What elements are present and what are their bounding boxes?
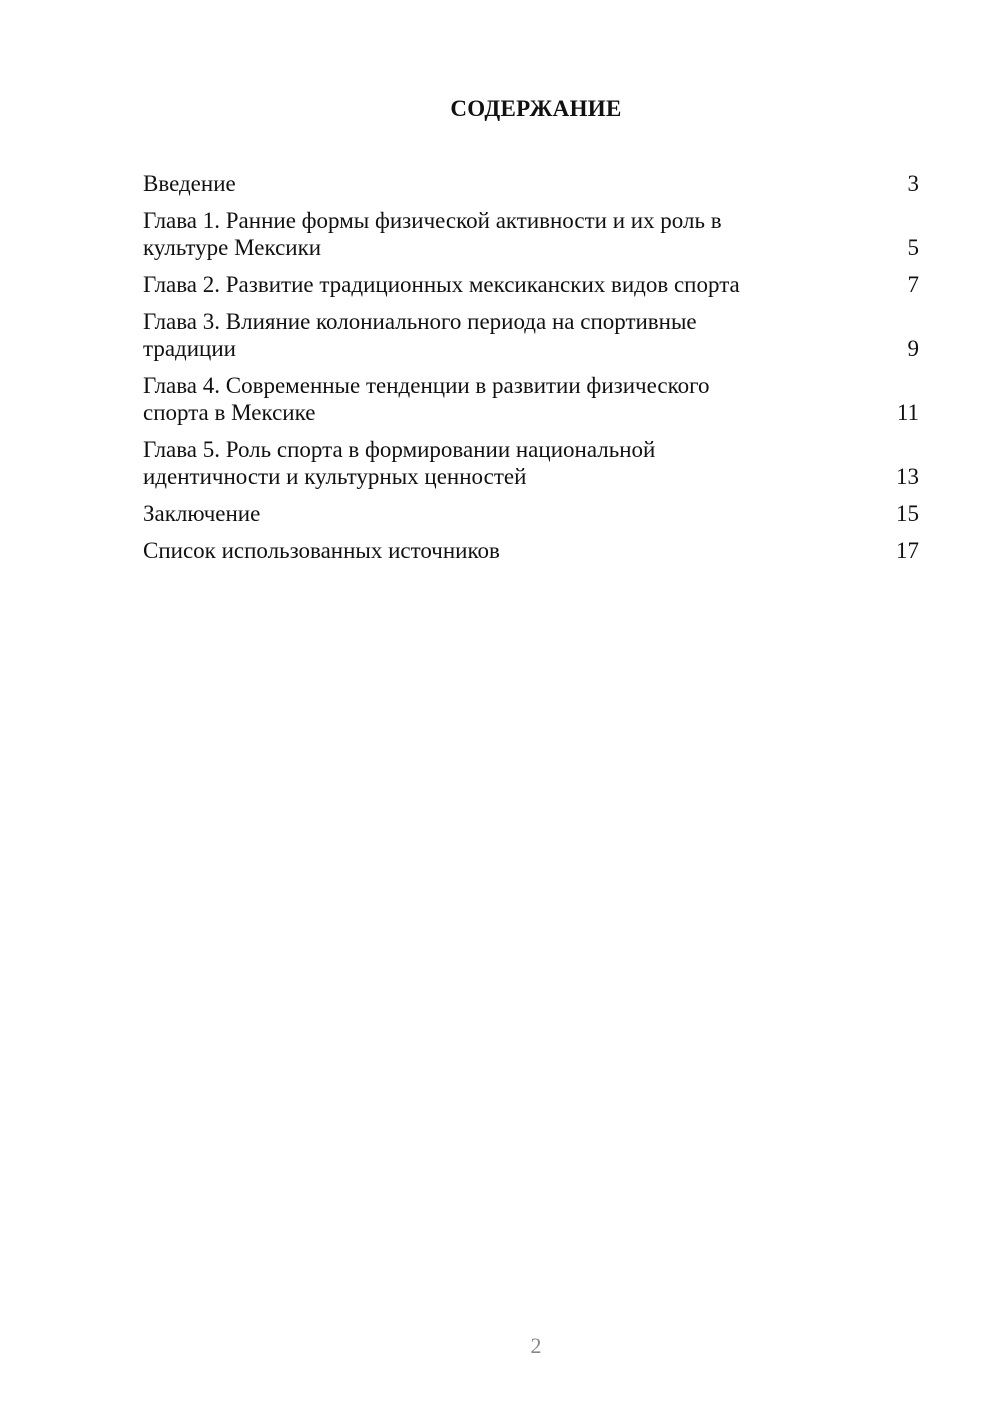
- toc-entry-page: 7: [907, 272, 919, 297]
- toc-entry-introduction: [143, 170, 919, 197]
- toc-entry-page: 5: [907, 235, 919, 260]
- toc-entry-page: 3: [907, 171, 919, 196]
- toc-entry-page: 13: [896, 464, 919, 489]
- toc-entry-chapter-5: [143, 436, 919, 490]
- toc-entry-chapter-2: [143, 271, 919, 298]
- toc-entry-chapter-1: [143, 207, 919, 261]
- toc-entry-page: 9: [907, 336, 919, 361]
- toc-entry-text: Глава 5. Роль спорта в формировании национальной идентичности и культурных ценностей: [143, 437, 656, 489]
- toc-entry-page: 17: [896, 538, 919, 563]
- toc-title: СОДЕРЖАНИЕ: [450, 96, 622, 121]
- toc-entry-text: Глава 2. Развитие традиционных мексиканских видов спорта: [143, 272, 740, 297]
- toc-entry-page: 11: [896, 400, 919, 425]
- toc-entry-text: Глава 1. Ранние формы физической активности и их роль в культуре Мексики: [143, 208, 722, 260]
- toc-entry-text: Список использованных источников: [143, 538, 500, 563]
- toc-entry-chapter-3: [143, 308, 919, 362]
- page-number: 2: [530, 1333, 542, 1358]
- toc-list: [143, 170, 919, 574]
- toc-entry-text: Введение: [143, 171, 236, 196]
- toc-entry-references: [143, 537, 919, 564]
- toc-entry-page: 15: [896, 501, 919, 526]
- toc-entry-chapter-4: [143, 372, 919, 426]
- toc-entry-conclusion: [143, 500, 919, 527]
- toc-entry-text: Глава 4. Современные тенденции в развитии физического спорта в Мексике: [143, 373, 710, 425]
- toc-entry-text: Заключение: [143, 501, 261, 526]
- toc-entry-text: Глава 3. Влияние колониального периода на спортивные традиции: [143, 309, 697, 361]
